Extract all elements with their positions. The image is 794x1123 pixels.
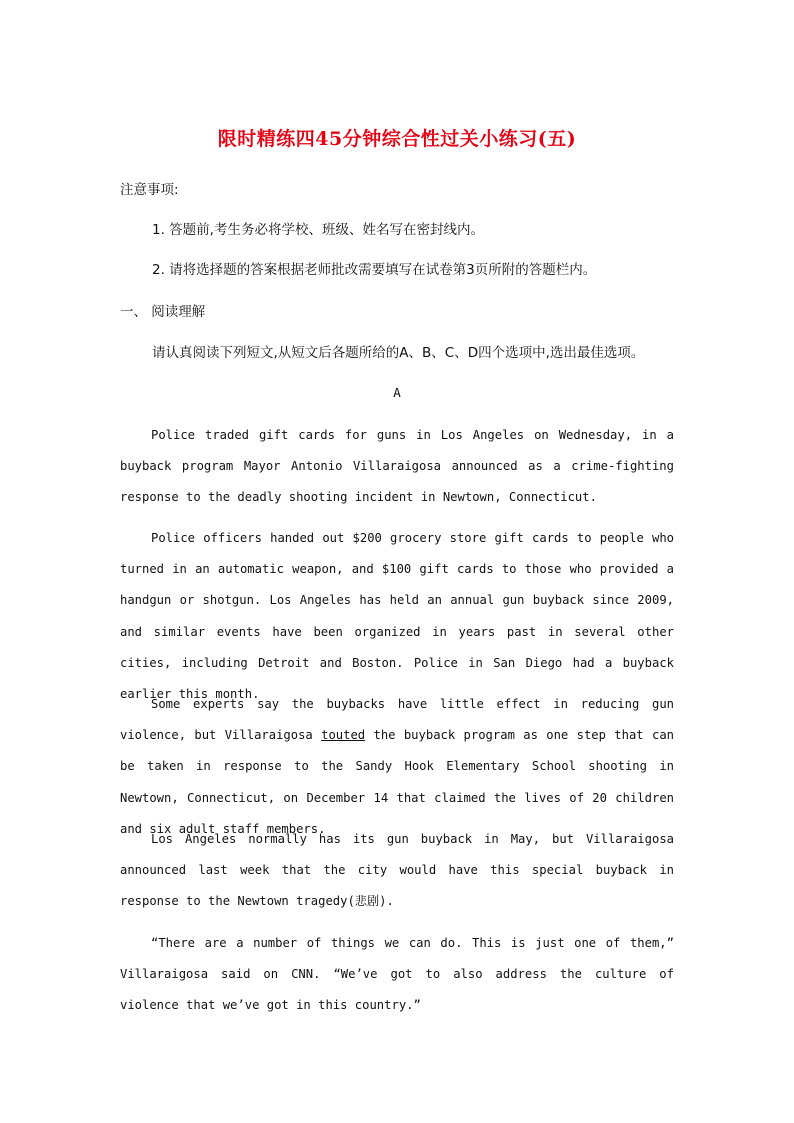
section-heading: 一、 阅读理解 — [120, 304, 206, 320]
notice-item-2: 2. 请将选择题的答案根据老师批改需要填写在试卷第3页所附的答题栏内。 — [152, 262, 597, 278]
page-title: 限时精练四45分钟综合性过关小练习(五) — [217, 128, 577, 150]
passage-paragraph-1: Police traded gift cards for guns in Los Angeles on Wednesday, in a buyback program Mayor Antonio Villaraigosa announced as a crime-fighting response to the deadly shooting incident in Newtown, Connecticut. — [120, 428, 674, 505]
paragraph-3-text-after: the buyback program as one step that can be taken in response to the Sandy Hook Elementary School shooting in Newtown, Connecticut, on December 14 that claimed the lives of 20 children and six adult staff members. — [120, 728, 674, 836]
passage-paragraph-3 — [120, 689, 674, 845]
passage-paragraph-2: Police officers handed out $200 grocery store gift cards to people who turned in an automatic weapon, and $100 gift cards to those who provided a handgun or shotgun. Los Angeles has held an annual gun buyback since 2009, and similar events have been organized in years past in several other cities, including Detroit and Boston. Police in San Diego had a buyback earlier this month. — [120, 531, 674, 702]
notice-item-1: 1. 答题前,考生务必将学校、班级、姓名写在密封线内。 — [152, 222, 484, 238]
notice-heading: 注意事项: — [120, 182, 179, 198]
paragraph-3-text-before: Some experts say the buybacks have little effect in reducing gun violence, but Villaraigosa — [120, 697, 674, 743]
section-instruction: 请认真阅读下列短文,从短文后各题所给的A、B、C、D四个选项中,选出最佳选项。 — [152, 345, 645, 361]
underlined-word: touted — [321, 728, 366, 743]
passage-paragraph-4: Los Angeles normally has its gun buyback in May, but Villaraigosa announced last week that the city would have this special buyback in response to the Newtown tragedy(悲剧). — [120, 832, 674, 909]
passage-letter: A — [393, 385, 401, 400]
passage-paragraph-5: “There are a number of things we can do. This is just one of them,” Villaraigosa said on CNN. “We’ve got to also address the culture of violence that we’ve got in this country.” — [120, 936, 674, 1013]
